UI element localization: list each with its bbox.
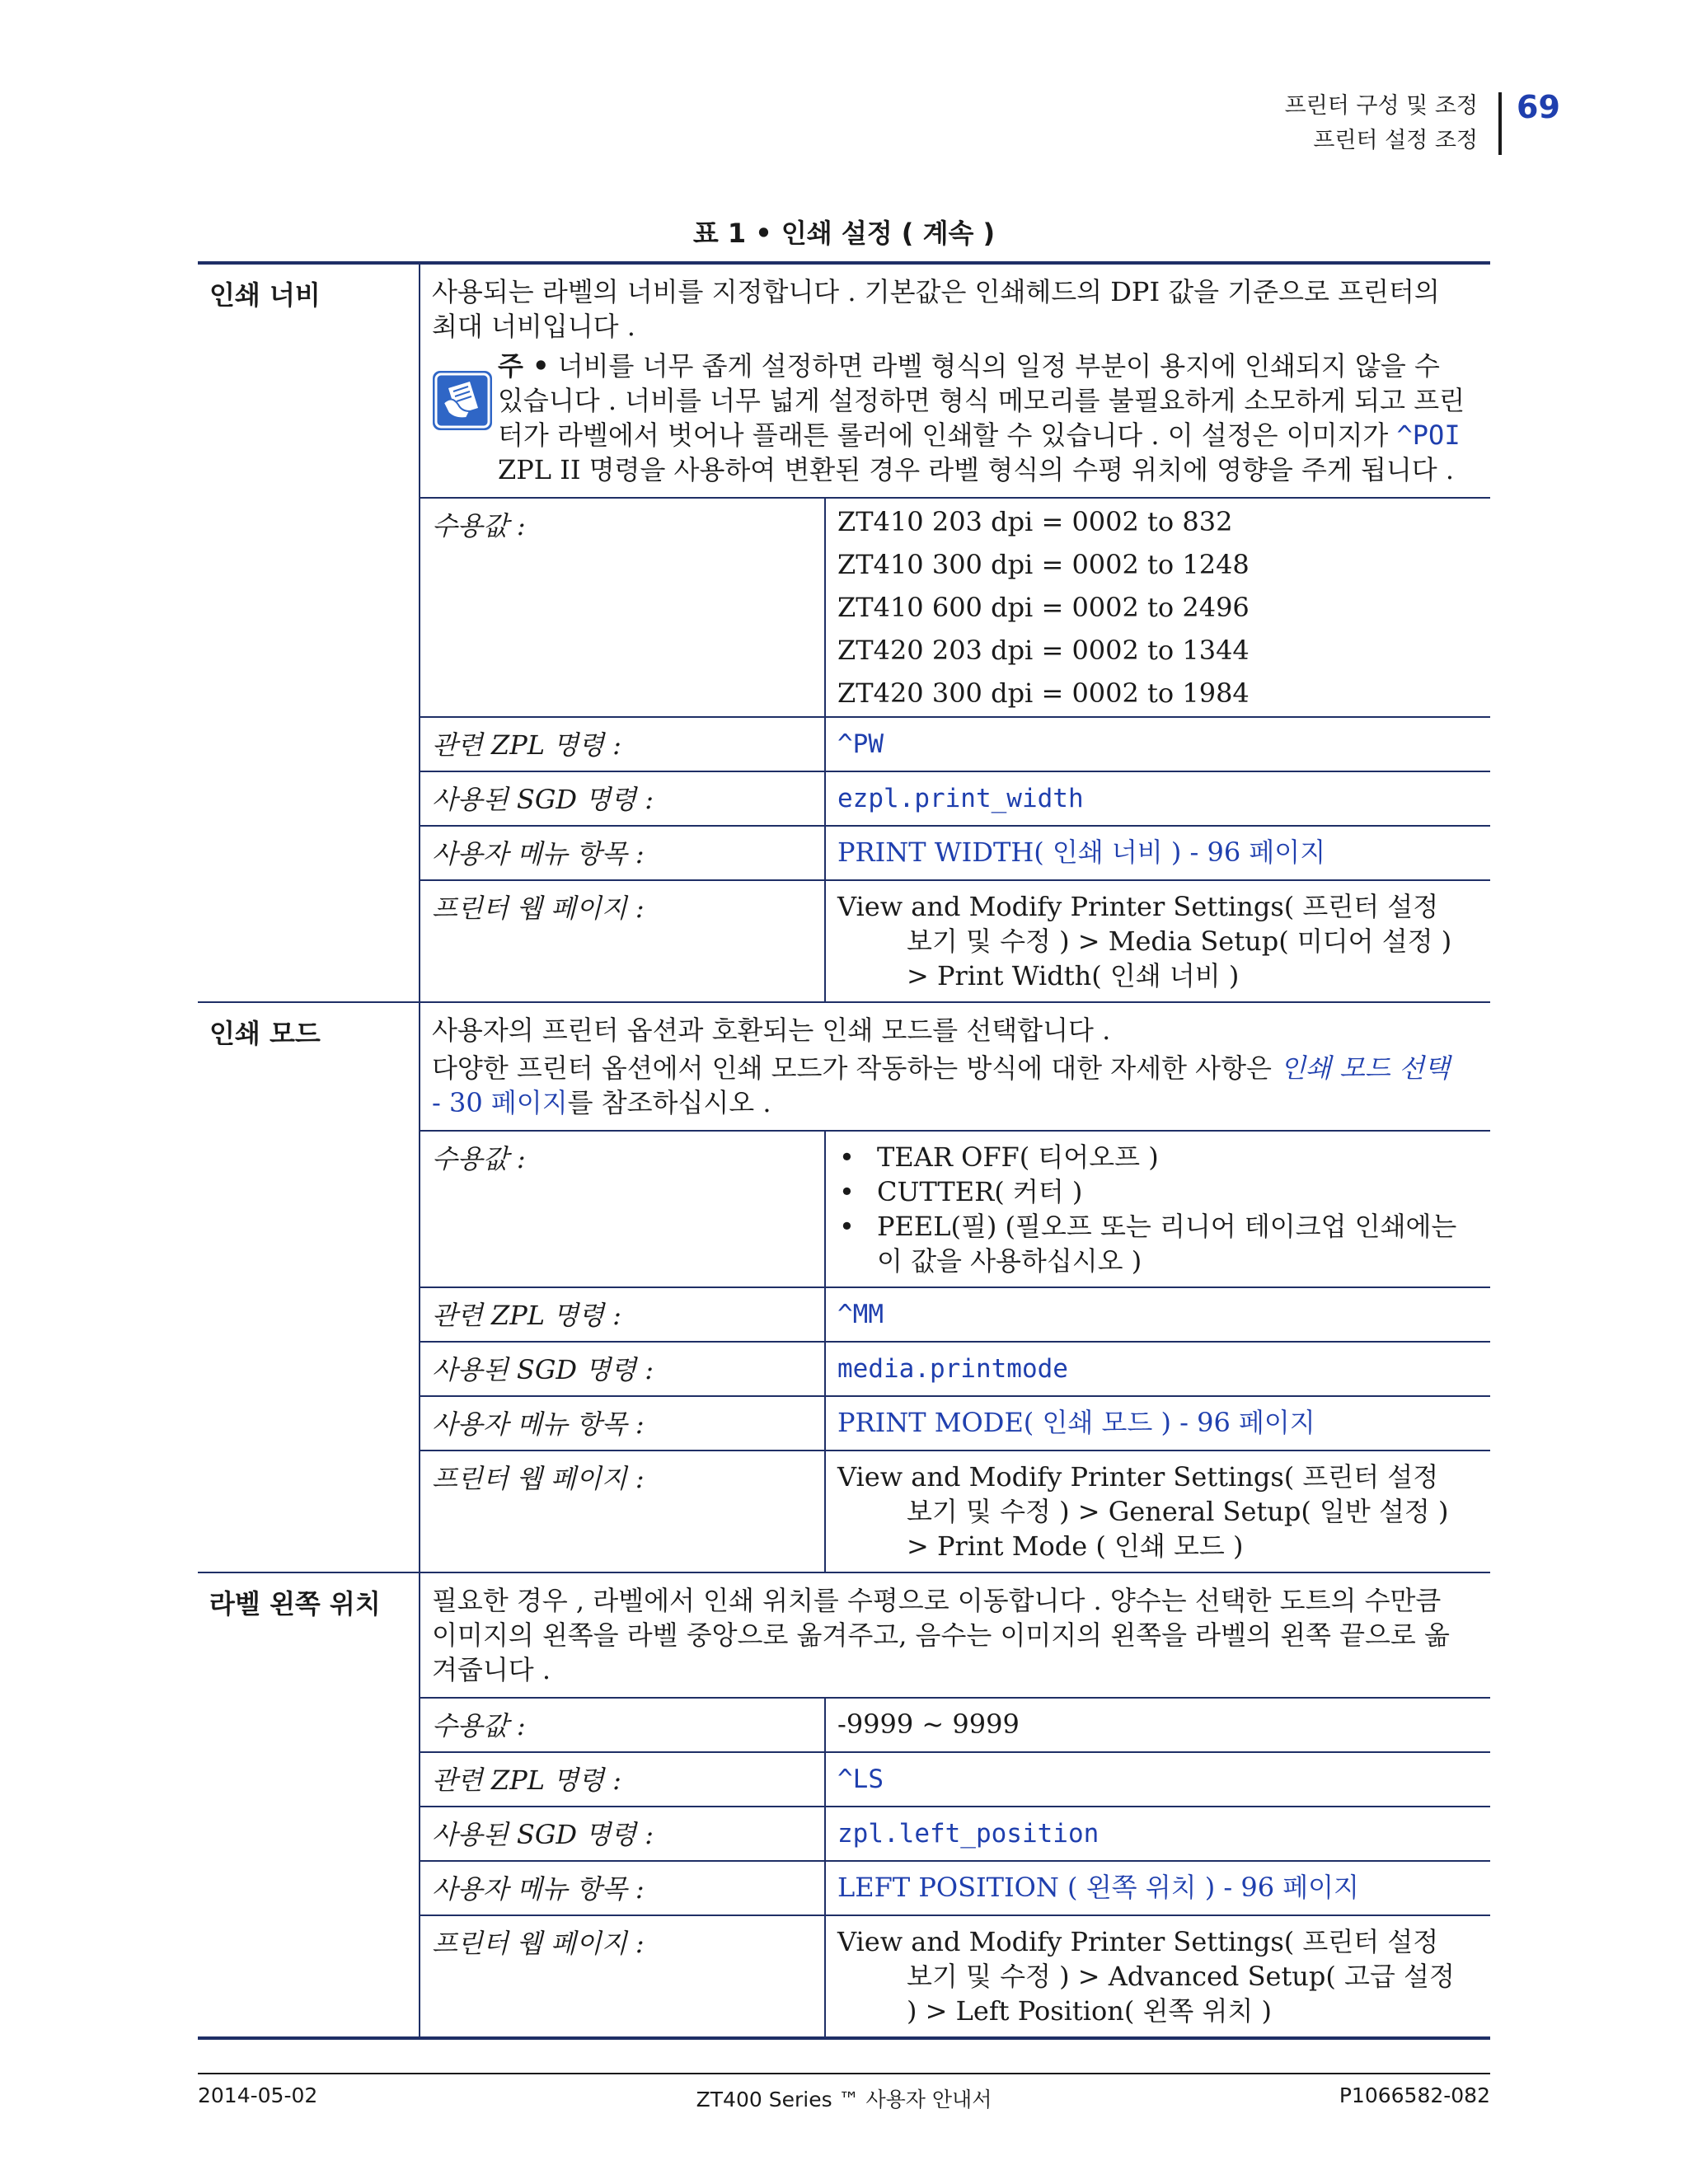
- accepted-values-row: 수용값 : ZT410 203 dpi = 0002 to 832 ZT410 300 dpi = 0002 to 1248 ZT410 600 dpi = 0002 to 2496 ZT420 203 dpi = 0002 to 1344 ZT420 300 dpi = 0002 to 1984: [420, 498, 1490, 717]
- menu-item-link[interactable]: LEFT POSITION ( 왼쪽 위치 ) - 96 페이지: [837, 1872, 1359, 1903]
- web-page-row: 프린터 웹 페이지 : View and Modify Printer Settings( 프린터 설정 보기 및 수정 ) > General Setup( 일반 설정 ) > Print Mode ( 인쇄 모드 ): [420, 1451, 1490, 1572]
- menu-item-row: 사용자 메뉴 항목 : PRINT WIDTH( 인쇄 너비 ) - 96 페이지: [420, 826, 1490, 880]
- accepted-value: ZT410 600 dpi = 0002 to 2496: [837, 592, 1250, 623]
- sgd-command-row: 사용된 SGD 명령 : zpl.left_position: [420, 1807, 1490, 1861]
- sgd-command-link[interactable]: media.printmode: [837, 1354, 1068, 1384]
- param-name: 인쇄 모드: [198, 1002, 420, 1572]
- web-page-path: View and Modify Printer Settings( 프린터 설정 보기 및 수정 ) > General Setup( 일반 설정 ) > Print Mode ( 인쇄 모드 ): [837, 1461, 1449, 1562]
- accepted-value: • TEAR OFF( 티어오프 ): [837, 1140, 1467, 1174]
- accepted-value: ZT410 203 dpi = 0002 to 832: [837, 506, 1233, 537]
- note-hand-icon: [432, 370, 493, 431]
- accepted-value: • CUTTER( 커터 ): [837, 1174, 1467, 1209]
- accepted-values-row: 수용값 : -9999 ~ 9999: [420, 1698, 1490, 1752]
- accepted-value: ZT410 300 dpi = 0002 to 1248: [837, 549, 1250, 580]
- footer-date: 2014-05-02: [198, 2083, 318, 2107]
- sgd-command-link[interactable]: zpl.left_position: [837, 1819, 1100, 1849]
- zpl-command-link[interactable]: ^PW: [837, 729, 884, 759]
- zpl-command-link[interactable]: ^MM: [837, 1300, 884, 1329]
- footer-title: ZT400 Series ™ 사용자 안내서: [696, 2088, 992, 2111]
- table-row-print-width: [198, 263, 1490, 1002]
- header-divider: [1498, 92, 1502, 155]
- footer-divider: [198, 2073, 1490, 2074]
- print-settings-table: [198, 261, 1490, 2040]
- chapter-title: 프린터 구성 및 조정: [1284, 93, 1478, 119]
- accepted-value: ZT420 300 dpi = 0002 to 1984: [837, 677, 1250, 709]
- table-row-print-mode: [198, 1002, 1490, 1572]
- web-page-row: 프린터 웹 페이지 : View and Modify Printer Settings( 프린터 설정 보기 및 수정 ) > Advanced Setup( 고급 설정 ) > Left Position( 왼쪽 위치 ): [420, 1915, 1490, 2036]
- param-name: 인쇄 너비: [198, 263, 420, 1002]
- param-description: 사용되는 라벨의 너비를 지정합니다 . 기본값은 인쇄헤드의 DPI 값을 기준으로 프린터의 최대 너비입니다 .: [432, 276, 1440, 342]
- note-box: [432, 349, 1465, 487]
- param-description: 사용자의 프린터 옵션과 호환되는 인쇄 모드를 선택합니다 .: [432, 1015, 1111, 1046]
- menu-item-row: 사용자 메뉴 항목 : PRINT MODE( 인쇄 모드 ) - 96 페이지: [420, 1396, 1490, 1451]
- param-name: 라벨 왼쪽 위치: [198, 1572, 420, 2038]
- zpl-command-row: 관련 ZPL 명령 : ^PW: [420, 717, 1490, 771]
- param-description: 필요한 경우 , 라벨에서 인쇄 위치를 수평으로 이동합니다 . 양수는 선택한 도트의 수만큼 이미지의 왼쪽을 라벨 중앙으로 옮겨주고, 음수는 이미지의 왼쪽을 라벨의 왼쪽 끝으로 옮겨줍니다 .: [432, 1585, 1450, 1685]
- param-description-ref: 다양한 프린터 옵션에서 인쇄 모드가 작동하는 방식에 대한 자세한 사항은 인쇄 모드 선택 - 30 페이지를 참조하십시오 .: [432, 1052, 1450, 1118]
- menu-item-link[interactable]: PRINT MODE( 인쇄 모드 ) - 96 페이지: [837, 1407, 1315, 1438]
- accepted-value: ZT420 203 dpi = 0002 to 1344: [837, 635, 1250, 666]
- note-text: 주 • 너비를 너무 좁게 설정하면 라벨 형식의 일정 부분이 용지에 인쇄되지 않을 수 있습니다 . 너비를 너무 넓게 설정하면 형식 메모리를 불필요하게 소모하게 되고 프린터가 라벨에서 벗어나 플래튼 롤러에 인쇄할 수 있습니다 . 이 설정은 이미지가 ^POI ZPL II 명령을 사용하여 변환된 경우 라벨 형식의 수평 위치에 영향을 주게 됩니다 .: [498, 350, 1465, 485]
- footer-part-number: P1066582-082: [1339, 2083, 1490, 2107]
- sgd-command-row: 사용된 SGD 명령 : ezpl.print_width: [420, 771, 1490, 826]
- table-row-label-left-position: [198, 1572, 1490, 2038]
- page-number: 69: [1517, 89, 1560, 125]
- table-title: 표 1 • 인쇄 설정 ( 계속 ): [692, 218, 996, 249]
- sgd-command-row: 사용된 SGD 명령 : media.printmode: [420, 1342, 1490, 1396]
- zpl-command-row: 관련 ZPL 명령 : ^LS: [420, 1752, 1490, 1807]
- zpl-command-row: 관련 ZPL 명령 : ^MM: [420, 1287, 1490, 1342]
- code-ref: ^POI: [1396, 419, 1461, 451]
- accepted-values-row: 수용값 : • TEAR OFF( 티어오프 ) • CUTTER( 커터 ) • PEEL(필) (필오프 또는 리니어 테이크업 인쇄에는 이 값을 사용하십시오 ): [420, 1131, 1490, 1287]
- zpl-command-link[interactable]: ^LS: [837, 1765, 884, 1794]
- web-page-path: View and Modify Printer Settings( 프린터 설정 보기 및 수정 ) > Advanced Setup( 고급 설정 ) > Left Position( 왼쪽 위치 ): [837, 1926, 1455, 2027]
- web-page-row: 프린터 웹 페이지 : View and Modify Printer Settings( 프린터 설정 보기 및 수정 ) > Media Setup( 미디어 설정 ) > Print Width( 인쇄 너비 ): [420, 880, 1490, 1001]
- accepted-value: -9999 ~ 9999: [837, 1708, 1020, 1740]
- accepted-value: • PEEL(필) (필오프 또는 리니어 테이크업 인쇄에는 이 값을 사용하십시오 ): [837, 1209, 1467, 1278]
- menu-item-row: 사용자 메뉴 항목 : LEFT POSITION ( 왼쪽 위치 ) - 96 페이지: [420, 1861, 1490, 1915]
- sgd-command-link[interactable]: ezpl.print_width: [837, 784, 1084, 813]
- running-header: [1285, 89, 1478, 158]
- print-mode-select-link[interactable]: 인쇄 모드 선택 - 30 페이지: [432, 1052, 1450, 1118]
- menu-item-link[interactable]: PRINT WIDTH( 인쇄 너비 ) - 96 페이지: [837, 837, 1326, 868]
- note-label: 주 •: [498, 350, 550, 382]
- section-title: 프린터 설정 조정: [1313, 128, 1478, 153]
- web-page-path: View and Modify Printer Settings( 프린터 설정 보기 및 수정 ) > Media Setup( 미디어 설정 ) > Print Width( 인쇄 너비 ): [837, 891, 1452, 991]
